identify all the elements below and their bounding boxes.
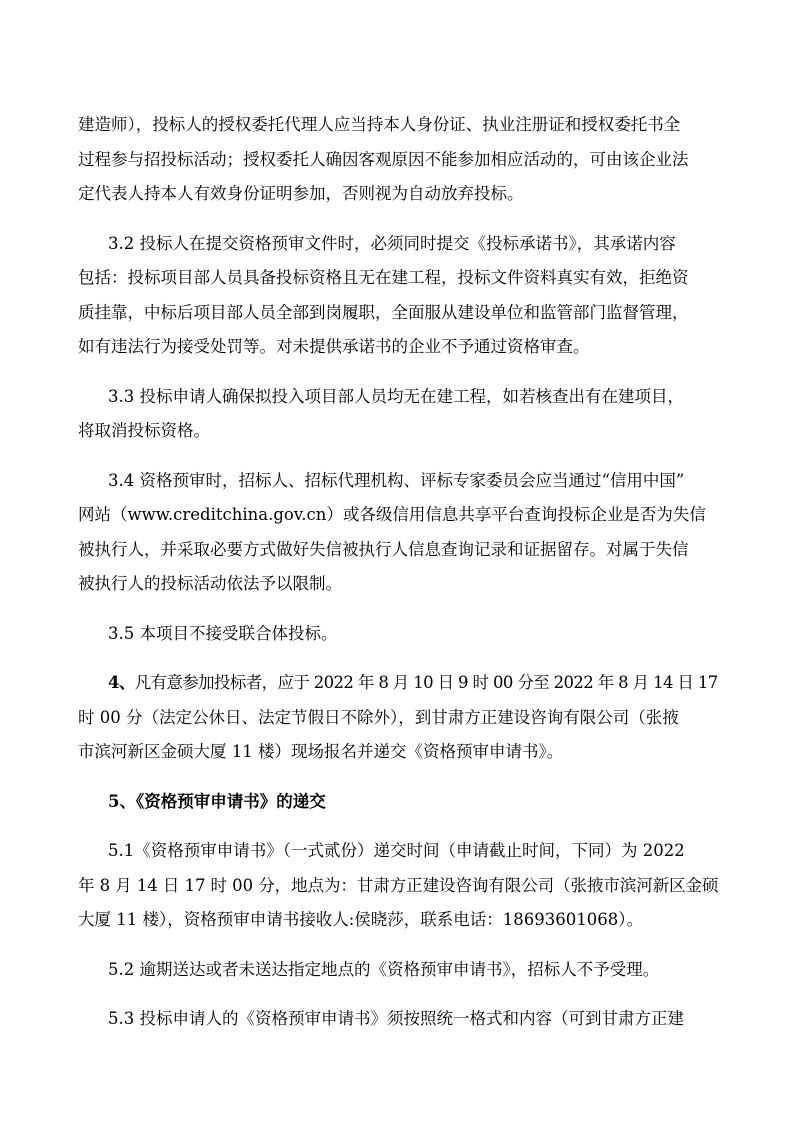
text-line <box>78 666 718 701</box>
text-line: 网站（www.creditchina.gov.cn）或各级信用信息共享平台查询投标企业是否为失信 <box>78 505 706 524</box>
text-segment: 凡有意参加投标者，应于 2022 年 8 月 10 日 9 时 00 分至 2022 年 8 月 14 日 17 <box>134 673 718 692</box>
text-line: 时 00 分（法定公休日、法定节假日不除外），到甘肃方正建设咨询有限公司（张掖 <box>78 707 679 727</box>
text-line: 5.2 逾期送达或者未送达指定地点的《资格预审申请书》，招标人不予受理。 <box>108 959 660 979</box>
paragraph-authorization <box>78 108 718 212</box>
text-line: 质挂靠，中标后项目部人员全部到岗履职，全面服从建设单位和监管部门监督管理， <box>78 302 689 322</box>
text-line: 年 8 月 14 日 17 时 00 分，地点为：甘肃方正建设咨询有限公司（张掖市滨河新区金硕 <box>78 875 719 895</box>
text-line: 3.3 投标申请人确保拟投入项目部人员均无在建工程，如若核查出有在建项目， <box>108 386 684 406</box>
paragraph-3-2 <box>78 227 718 365</box>
text-line: 包括：投标项目部人员具备投标资格且无在建工程，投标文件资料真实有效，拒绝资 <box>78 268 689 287</box>
text-line: 如有违法行为接受处罚等。对未提供承诺书的企业不予通过资格审查。 <box>78 337 590 356</box>
paragraph-4 <box>78 666 718 770</box>
text-line: 将取消投标资格。 <box>78 421 210 440</box>
paragraph-3-3 <box>78 380 718 449</box>
paragraph-3-4 <box>78 464 718 602</box>
heading-text: 5、《资格预审申请书》的递交 <box>108 791 326 811</box>
text-line: 定代表人持本人有效身份证明参加，否则视为自动放弃投标。 <box>78 184 524 203</box>
text-line: 3.4 资格预审时，招标人、招标代理机构、评标专家委员会应当通过“信用中国” <box>108 470 685 490</box>
paragraph-3-5 <box>78 617 718 652</box>
text-line: 5.1《资格预审申请书》（一式贰份）递交时间（申请截止时间，下同）为 2022 <box>108 841 685 860</box>
text-line: 建造师），投标人的授权委托代理人应当持本人身份证、执业注册证和授权委托书全 <box>78 115 681 134</box>
text-line: 3.5 本项目不接受联合体投标。 <box>108 623 338 643</box>
section-heading-5 <box>78 785 718 820</box>
document-body <box>78 108 718 1052</box>
text-line: 3.2 投标人在提交资格预审文件时，必须同时提交《投标承诺书》，其承诺内容 <box>108 233 676 253</box>
text-line: 被执行人的投标活动依法予以限制。 <box>78 574 342 593</box>
text-line: 市滨河新区金硕大厦 11 楼）现场报名并递交《资格预审申请书》。 <box>78 742 564 761</box>
text-line: 被执行人，并采取必要方式做好失信被执行人信息查询记录和证据留存。对属于失信 <box>78 539 689 559</box>
text-line: 5.3 投标申请人的《资格预审申请书》须按照统一格式和内容（可到甘肃方正建 <box>108 1009 684 1028</box>
text-line: 过程参与招投标活动；授权委托人确因客观原因不能参加相应活动的，可由该企业法 <box>78 149 689 169</box>
text-line: 大厦 11 楼），资格预审申请书接收人:侯晓莎，联系电话：18693601068）。 <box>78 910 644 929</box>
paragraph-5-1 <box>78 834 718 938</box>
paragraph-5-3 <box>78 1002 718 1037</box>
section-number: 4、 <box>108 673 135 692</box>
paragraph-5-2 <box>78 953 718 988</box>
